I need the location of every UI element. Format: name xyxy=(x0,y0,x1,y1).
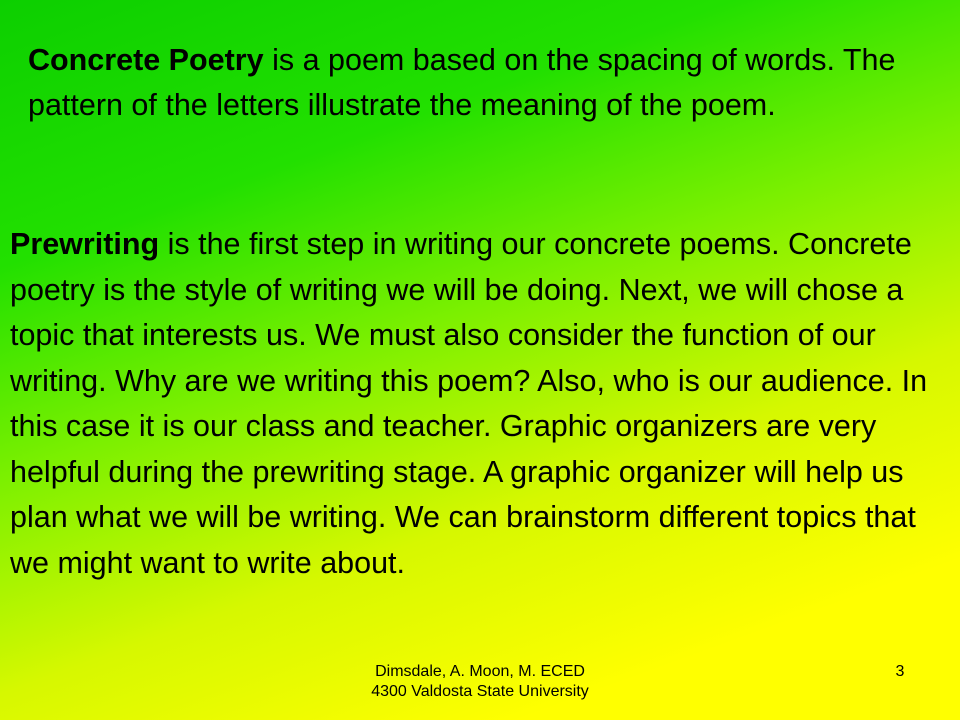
prewriting-text: is the first step in writing our concrete poems. Concrete poetry is the style of writing we will be doing. Next, we will chose a topic that interests us. We must also consider the function of our writing. Why are we writing this poem? Also, who is our audience. In this case it is our class and teacher. Graphic organizers are very helpful during the prewriting stage. A graphic organizer will help us plan what we will be writing. We can brainstorm different topics that we might want to write about. xyxy=(10,227,928,580)
slide-number: 3 xyxy=(895,663,905,680)
definition-term: Concrete Poetry xyxy=(28,43,264,77)
definition-paragraph xyxy=(28,38,928,128)
prewriting-term: Prewriting xyxy=(10,227,160,261)
footer-credit-line-2: 4300 Valdosta State University xyxy=(371,683,589,700)
definition-text: is a poem based on the spacing of words. The pattern of the letters illustrate the meaning of the poem. xyxy=(28,43,896,122)
prewriting-paragraph xyxy=(10,222,950,586)
footer-credit xyxy=(290,662,670,702)
footer-credit-line-1: Dimsdale, A. Moon, M. ECED xyxy=(375,663,585,680)
